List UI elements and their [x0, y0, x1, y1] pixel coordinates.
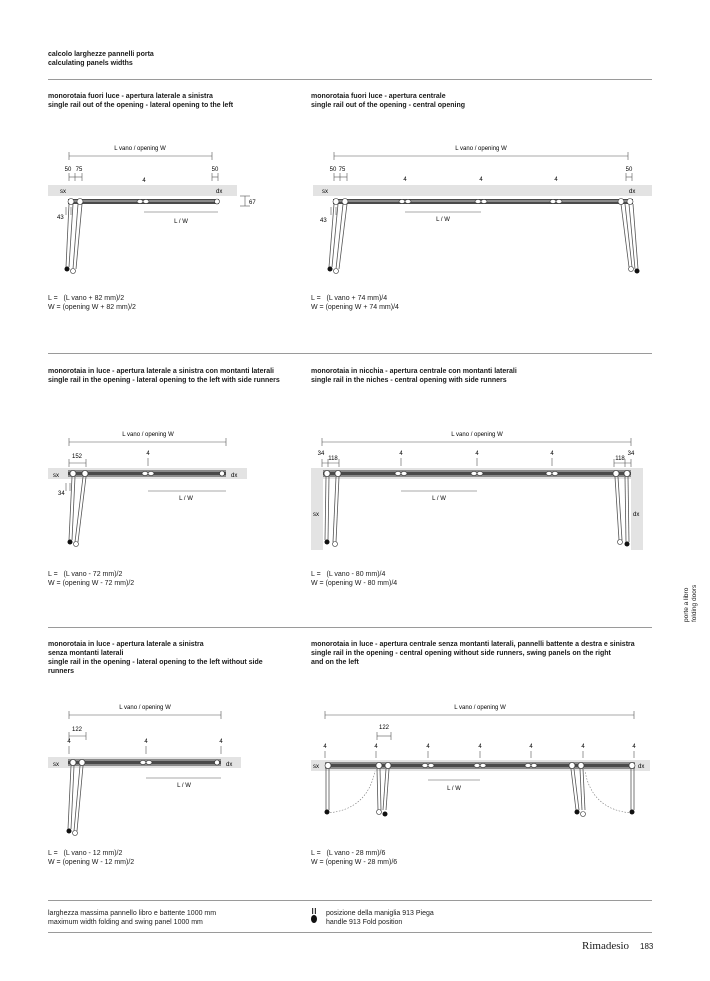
- diagram-4: [305, 422, 660, 557]
- dim-label: 4: [632, 744, 636, 750]
- divider: [48, 79, 652, 80]
- side-left: sx: [60, 189, 66, 195]
- heading-it: monorotaia in luce - apertura laterale a sinistra con montanti laterali: [48, 368, 275, 375]
- heading-en: single rail out of the opening - central opening: [311, 102, 466, 109]
- dim-label: 50: [625, 167, 633, 173]
- diagram-5: [40, 698, 270, 843]
- side-tab-line2: folding doors: [691, 584, 698, 622]
- side-right: dx: [226, 762, 233, 768]
- dim-label: 4: [219, 739, 223, 745]
- heading-en-2: and on the left: [311, 659, 359, 666]
- divider: [48, 900, 652, 901]
- dim-label: 50: [329, 167, 337, 173]
- panel-label: L / W: [174, 219, 188, 225]
- heading-it: monorotaia in luce - apertura centrale senza montanti laterali, pannelli battente a destra e sinistra: [311, 641, 635, 648]
- span-label: L vano / opening W: [119, 705, 171, 711]
- heading-en: single rail in the opening - lateral opening to the left without side: [48, 659, 263, 666]
- diagram-1: [40, 135, 270, 285]
- heading-en: single rail in the opening - lateral opening to the left with side runners: [48, 377, 280, 384]
- formula-4: [311, 570, 397, 588]
- dim-label: 122: [71, 727, 83, 733]
- panel-label: L / W: [432, 496, 446, 502]
- dim-label: 118: [328, 456, 338, 462]
- formula-it: L = (L vano + 82 mm)/2: [48, 295, 125, 302]
- span-label: L vano / opening W: [451, 432, 503, 438]
- formula-en: W = (opening W + 74 mm)/4: [311, 304, 399, 311]
- formula-en: W = (opening W - 72 mm)/2: [48, 580, 135, 587]
- formula-en: W = (opening W + 82 mm)/2: [48, 304, 136, 311]
- span-label: L vano / opening W: [454, 705, 506, 711]
- formula-it: L = (L vano - 28 mm)/6: [311, 850, 386, 857]
- section-4-heading: [311, 367, 517, 385]
- panel-label: L / W: [179, 496, 193, 502]
- side-right: dx: [629, 189, 636, 195]
- dim-label: 4: [529, 744, 533, 750]
- title-it: calcolo larghezze pannelli porta: [48, 51, 154, 58]
- dim-label: 4: [426, 744, 430, 750]
- dim-label: 4: [550, 451, 554, 457]
- legend-it: posizione della maniglia 913 Piega: [326, 910, 434, 917]
- formula-en: W = (opening W - 80 mm)/4: [311, 580, 398, 587]
- side-right: dx: [216, 189, 223, 195]
- divider: [48, 932, 652, 933]
- formula-it: L = (L vano - 72 mm)/2: [48, 571, 123, 578]
- panel-label: L / W: [447, 786, 461, 792]
- formula-5: [48, 849, 134, 867]
- section-2-heading: [311, 92, 465, 110]
- span-label: L vano / opening W: [114, 146, 166, 152]
- dim-label: 152: [71, 454, 83, 460]
- dim-label: 34: [627, 451, 635, 457]
- section-3-heading: [48, 367, 280, 385]
- heading-it: monorotaia fuori luce - apertura centrale: [311, 93, 446, 100]
- dim-label: 67: [249, 200, 256, 206]
- side-tab: [683, 585, 699, 622]
- page-title: [48, 50, 154, 68]
- section-6-heading: [311, 640, 656, 667]
- side-right: dx: [638, 764, 645, 770]
- heading-it: monorotaia fuori luce - apertura laterale a sinistra: [48, 93, 213, 100]
- formula-2: [311, 294, 399, 312]
- dim-label: 34: [317, 451, 325, 457]
- diagram-3: [40, 422, 270, 557]
- formula-6: [311, 849, 397, 867]
- dim-label: 4: [144, 739, 148, 745]
- dim-label: 4: [399, 451, 403, 457]
- panel-label: L / W: [436, 217, 450, 223]
- formula-en: W = (opening W - 12 mm)/2: [48, 859, 135, 866]
- dim-label: 4: [478, 744, 482, 750]
- section-1-heading: [48, 92, 233, 110]
- dim-label: 4: [142, 178, 146, 184]
- divider: [48, 353, 652, 354]
- heading-it: monorotaia in luce - apertura laterale a sinistra: [48, 641, 204, 648]
- dim-label: 122: [378, 725, 390, 731]
- span-label: L vano / opening W: [455, 146, 507, 152]
- dim-label: 43: [320, 218, 327, 224]
- side-left: sx: [53, 473, 59, 479]
- side-left: sx: [53, 762, 59, 768]
- formula-it: L = (L vano + 74 mm)/4: [311, 295, 388, 302]
- side-left: sx: [313, 764, 319, 770]
- dim-label: 4: [581, 744, 585, 750]
- page-number: 183: [640, 942, 654, 951]
- dim-label: 50: [211, 167, 219, 173]
- dim-label: 4: [475, 451, 479, 457]
- width-note: [48, 909, 216, 927]
- note-it: larghezza massima pannello libro e battente 1000 mm: [48, 910, 217, 917]
- dim-label: 50: [64, 167, 72, 173]
- dim-label: 75: [75, 167, 83, 173]
- dim-label: 43: [57, 215, 64, 221]
- heading-it-2: senza montanti laterali: [48, 650, 124, 657]
- heading-en: single rail out of the opening - lateral opening to the left: [48, 102, 234, 109]
- dim-label: 4: [323, 744, 327, 750]
- panel-label: L / W: [177, 783, 191, 789]
- heading-en-2: runners: [48, 668, 75, 675]
- legend-en: handle 913 Fold position: [326, 919, 403, 926]
- side-right: dx: [231, 473, 238, 479]
- formula-3: [48, 570, 134, 588]
- dim-label: 4: [67, 739, 71, 745]
- dim-label: 34: [58, 491, 65, 497]
- divider: [48, 627, 652, 628]
- heading-en: single rail in the niches - central opening with side runners: [311, 377, 507, 384]
- dim-label: 4: [554, 177, 558, 183]
- brand-logo: Rimadesio: [582, 940, 630, 952]
- side-left: sx: [322, 189, 328, 195]
- dim-label: 4: [146, 451, 150, 457]
- title-en: calculating panels widths: [48, 60, 133, 67]
- diagram-2: [305, 135, 660, 285]
- formula-it: L = (L vano - 80 mm)/4: [311, 571, 386, 578]
- span-label: L vano / opening W: [122, 432, 174, 438]
- side-left: sx: [313, 512, 319, 518]
- dim-label: 75: [338, 167, 346, 173]
- heading-en: single rail in the opening - central opening without side runners, swing panels on the right: [311, 650, 611, 657]
- handle-icon: [309, 907, 319, 925]
- handle-legend: [326, 909, 434, 927]
- diagram-6: [305, 698, 660, 828]
- formula-1: [48, 294, 136, 312]
- section-5-heading: [48, 640, 303, 676]
- dim-label: 4: [479, 177, 483, 183]
- side-right: dx: [633, 512, 640, 518]
- note-en: maximum width folding and swing panel 1000 mm: [48, 919, 203, 926]
- side-tab-line1: porte a libro: [683, 587, 690, 622]
- dim-label: 118: [615, 456, 625, 462]
- formula-en: W = (opening W - 28 mm)/6: [311, 859, 398, 866]
- dim-label: 4: [403, 177, 407, 183]
- dim-label: 4: [374, 744, 378, 750]
- formula-it: L = (L vano - 12 mm)/2: [48, 850, 123, 857]
- heading-it: monorotaia in nicchia - apertura centrale con montanti laterali: [311, 368, 517, 375]
